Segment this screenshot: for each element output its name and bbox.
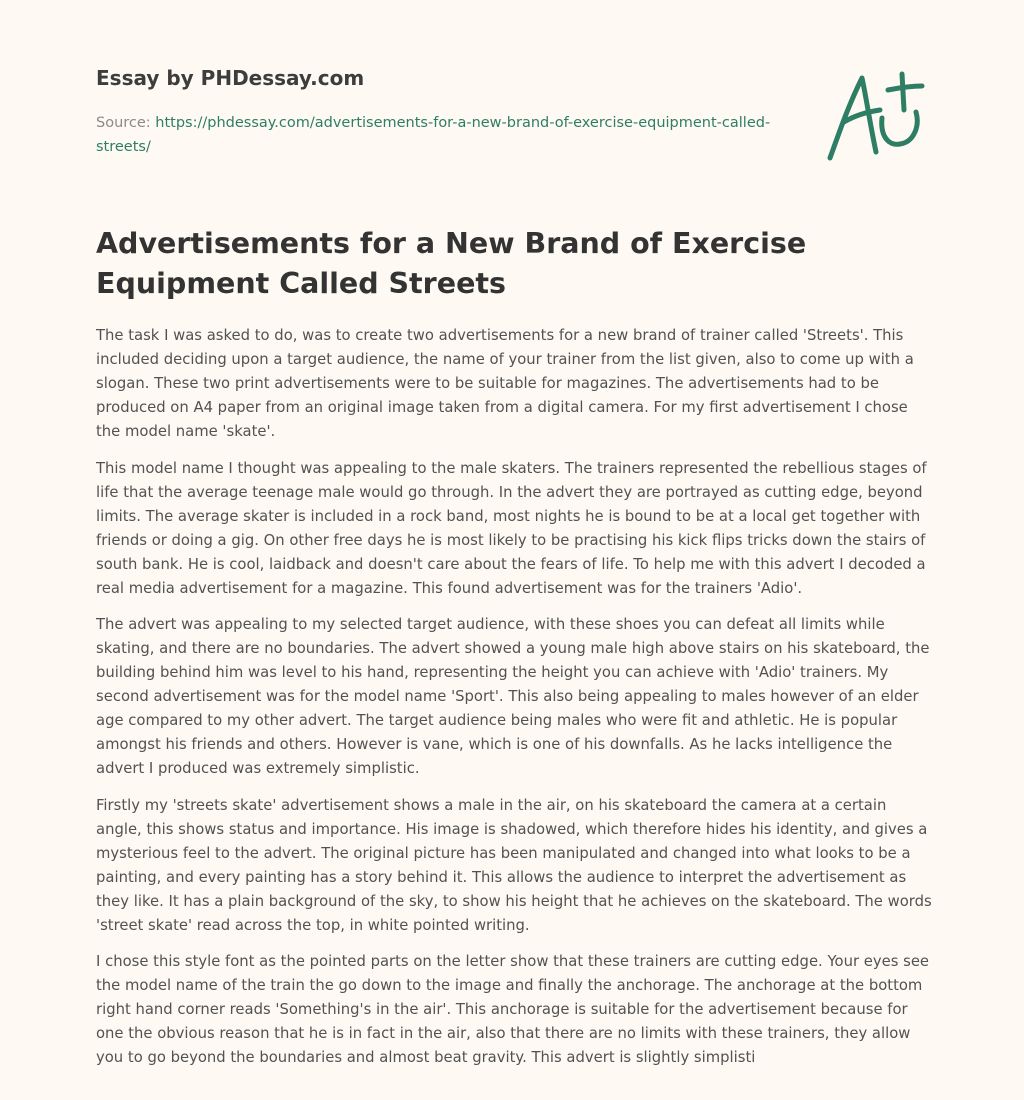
source-label: Source: [96,115,156,131]
source-line [96,111,796,159]
essay-paragraph: The task I was asked to do, was to create two advertisements for a new brand of trainer called 'Streets'. This included deciding upon a target audience, the name of your trainer from the list given, also to come up with a slogan. These two print advertisements were to be suitable for magazines. The advertisements had to be produced on A4 paper from an original image taken from a digital camera. For my first advertisement I chose the model name 'skate'. [96,327,914,440]
page-header [96,64,796,159]
a-plus-logo [820,66,930,166]
site-brand: Essay by PHDessay.com [96,66,365,90]
essay-body [96,324,932,1083]
source-link[interactable]: https://phdessay.com/advertisements-for-a-new-brand-of-exercise-equipment-called-streets/ [96,115,771,155]
essay-paragraph: I chose this style font as the pointed parts on the letter show that these trainers are cutting edge. Your eyes see the model name of the train the go down to the image and finally the anchorage. The anchorage at the bottom right hand corner reads 'Something's in the air'. This anchorage is suitable for the advertisement because for one the obvious reason that he is in fact in the air, also that there are no limits with these trainers, they allow you to go beyond the boundaries and almost beat gravity. This advert is slightly simplisti [96,953,930,1066]
essay-title: Advertisements for a New Brand of Exercise Equipment Called Streets [96,227,807,300]
essay-paragraph: This model name I thought was appealing to the male skaters. The trainers represented the rebellious stages of life that the average teenage male would go through. In the advert they are portrayed as cutting edge, beyond limits. The average skater is included in a rock band, most nights he is bound to be at a local get together with friends or doing a gig. On other free days he is most likely to be practising his kick flips tricks down the stairs of south bank. He is cool, laidback and doesn't care about the fears of life. To help me with this advert I decoded a real media advertisement for a magazine. This found advertisement was for the trainers 'Adio'. [96,459,927,597]
essay-paragraph: The advert was appealing to my selected target audience, with these shoes you can defeat all limits while skating, and there are no boundaries. The advert showed a young male high above stairs on his skateboard, the building behind him was level to his hand, representing the height you can achieve with 'Adio' trainers. My second advertisement was for the model name 'Sport'. This also being appealing to males however of an elder age compared to my other advert. The target audience being males who were fit and athletic. He is popular amongst his friends and others. However is vane, which is one of his downfalls. As he lacks intelligence the advert I produced was extremely simplistic. [96,616,930,777]
essay-paragraph: Firstly my 'streets skate' advertisement shows a male in the air, on his skateboard the camera at a certain angle, this shows status and importance. His image is shadowed, which therefore hides his identity, and gives a mysterious feel to the advert. The original picture has been manipulated and changed into what looks to be a painting, and every painting has a story behind it. This allows the audience to interpret the advertisement as they like. It has a plain background of the sky, to show his height that he achieves on the skateboard. The words 'street skate' read across the top, in white pointed writing. [96,796,932,934]
